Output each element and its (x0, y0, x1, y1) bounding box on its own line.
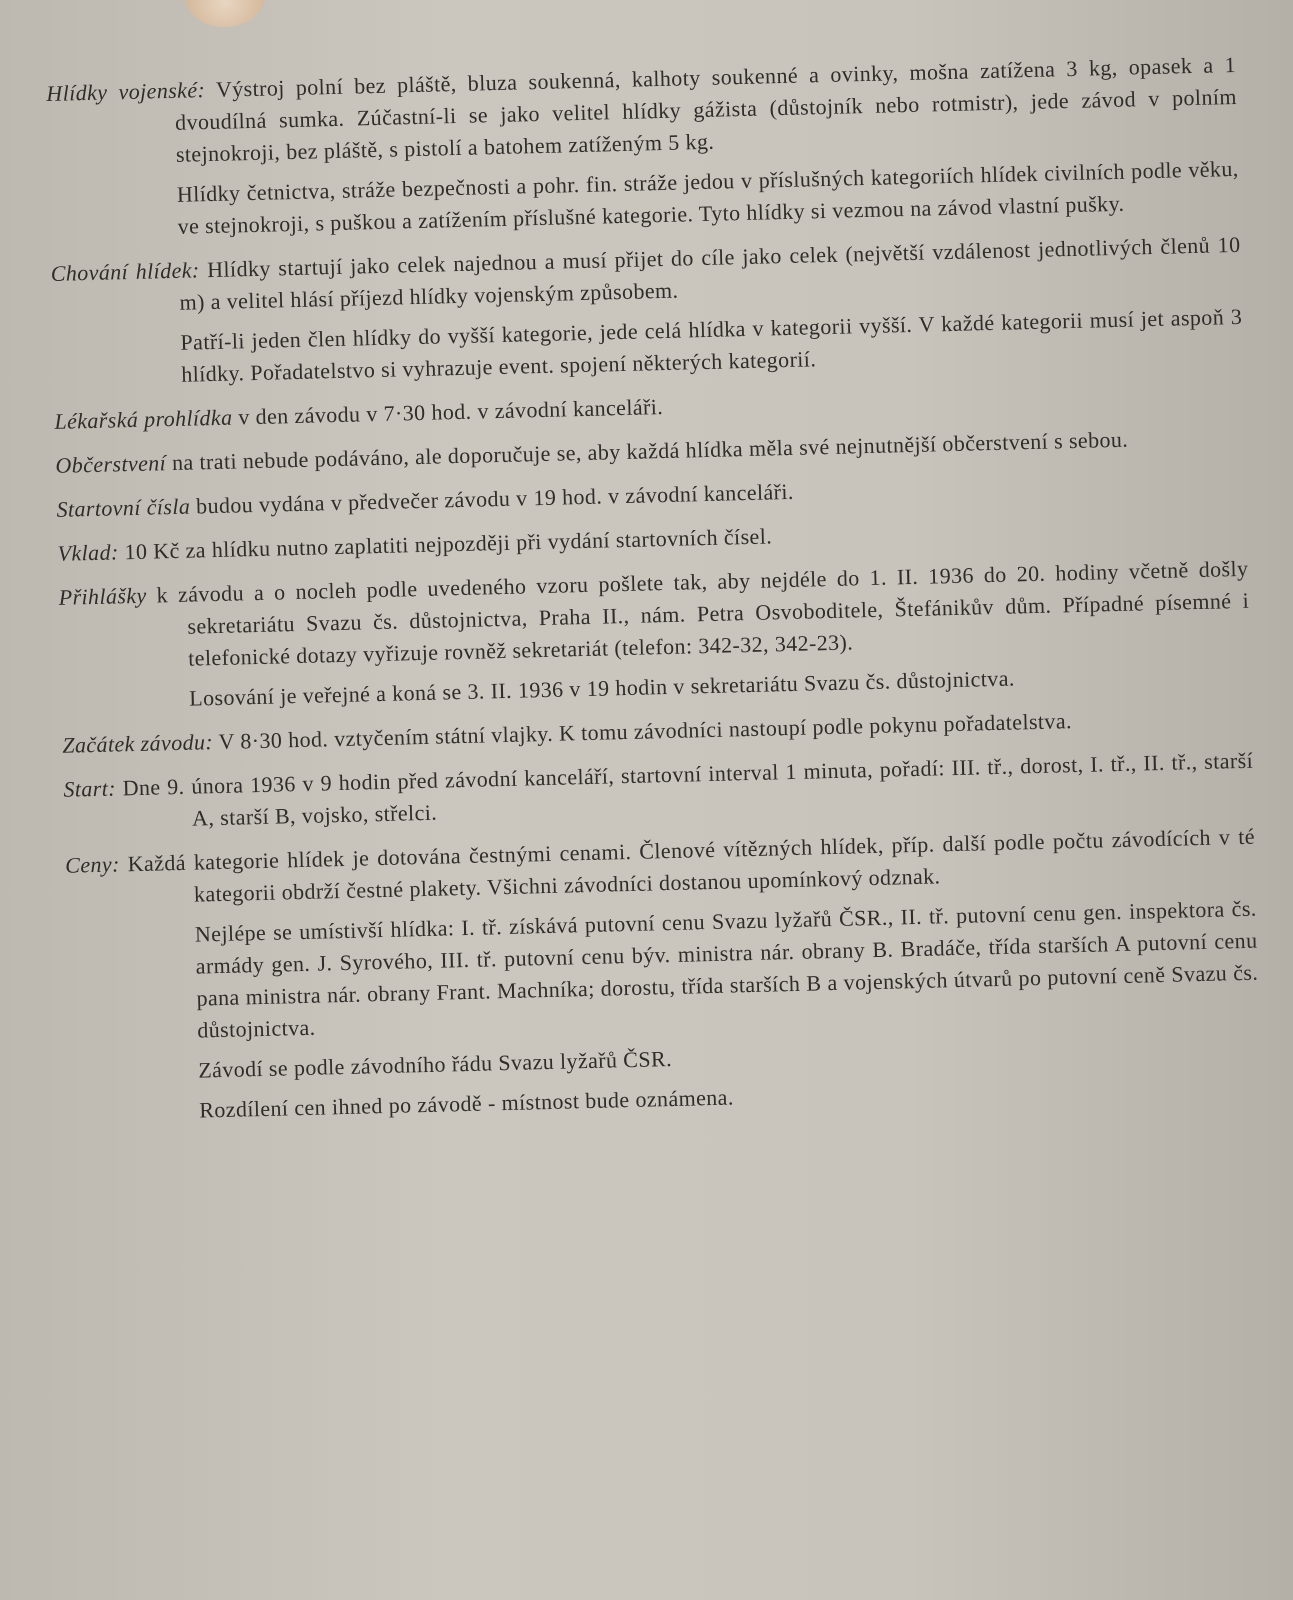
entry-text: budou vydána v předvečer závodu v 19 hod. v závodní kanceláři. (189, 478, 795, 519)
entry-text: v den závodu v 7·30 hod. v závodní kanceláři. (232, 394, 664, 430)
entry-text: Hlídky startují jako celek najednou a musí přijet do cíle jako celek (největší vzdálenost jednotlivých členů 10 m) a velitel hlásí příjezd hlídky vojenským způsobem. (179, 231, 1241, 315)
entry-text: Každá kategorie hlídek je dotována čestnými cenami. Členové vítězných hlídek, příp. další podle počtu závodících v té kategorii obdrží čestné plakety. Všichni závodníci dostanou upomínkový odznak. (119, 823, 1256, 907)
paper-stain (185, 0, 265, 27)
entry-text: V 8·30 hod. vztyčením státní vlajky. K tomu závodníci nastoupí podle pokynu pořadatelstva. (212, 708, 1073, 755)
entry-label: Lékařská prohlídka (54, 404, 233, 434)
entry-label: Hlídky vojenské: (46, 77, 206, 106)
entry-text: Dne 9. února 1936 v 9 hodin před závodní kanceláří, startovní interval 1 minuta, pořadí: III. tř., dorost, I. tř., II. tř., starší A, starší B, vojsko, střelci. (115, 747, 1254, 831)
entry-label: Ceny: (64, 851, 121, 878)
entry-paragraph: Patří-li jeden člen hlídky do vyšší kategorie, jede celá hlídka v kategorii vyšší. V každé kategorii musí jet aspoň 3 hlídky. Pořadatelstvo si vyhrazuje event. spojení některých kategorií. (180, 303, 1243, 387)
entry-label: Chování hlídek: (50, 257, 200, 286)
entry-ceny (65, 821, 1261, 1130)
entry-text: k závodu a o nocleh podle uvedeného vzoru pošlete tak, aby nejdéle do 1. II. 1936 do 20. hodiny včetně došly sekretariátu Svazu čs. důstojnictva, Praha II., nám. Petra Osvoboditele, Štefánikův dům. Případné písemné i telefonické dotazy vyřizuje rovněž sekretariát (telefon: 342-32, 342-23). (146, 555, 1250, 671)
entry-text: 10 Kč za hlídku nutno zaplatiti nejpozději při vydání startovních čísel. (118, 523, 773, 565)
entry-label: Občerstvení (55, 450, 167, 478)
entry-paragraph: Losování je veřejné a koná se 3. II. 1936 v 19 hodin v sekretariátu Svazu čs. důstojnictva. (188, 665, 1016, 711)
entry-label: Start: (63, 775, 117, 802)
entry-hlidky-vojenske (46, 49, 1240, 246)
entry-paragraph: Závodí se podle závodního řádu Svazu lyžařů ČSR. (197, 1046, 673, 1083)
entry-label: Začátek závodu: (62, 729, 214, 758)
entry-text: Výstroj polní bez pláště, bluza soukenná, kalhoty soukenné a ovinky, mošna zatížena 3 kg, opasek a 1 dvoudílná sumka. Zúčastní-li se jako velitel hlídky gážista (důstojník nebo rotmistr), jede závod v polním stejnokroji, bez pláště, s pistolí a batohem zatíženým 5 kg. (174, 51, 1238, 167)
entry-text: na trati nebude podáváno, ale doporučuje se, aby každá hlídka měla své nejnutnější občerstvení s sebou. (165, 426, 1129, 476)
entry-chovani-hlidek (50, 229, 1243, 394)
document-text (46, 49, 1262, 1142)
entry-paragraph: Hlídky četnictva, stráže bezpečnosti a pohr. fin. stráže jedou v příslušných kategoriích hlídek civilních podle věku, ve stejnokroji, s puškou a zatížením příslušné kategorie. Tyto hlídky si vezmou na závod vlastní pušky. (176, 155, 1239, 239)
entry-paragraph: Nejlépe se umístivší hlídka: I. tř. získává putovní cenu Svazu lyžařů ČSR., II. tř. putovní cenu gen. inspektora čs. armády gen. J. Syrového, III. tř. putovní cenu býv. ministra nár. obrany B. Bradáče, třída starších A putovní cenu pana ministra nár. obrany Frant. Machníka; dorostu, třída starších B a vojenských útvarů po putovní ceně Svazu čs. důstojnictva. (194, 895, 1259, 1043)
entry-label: Startovní čísla (56, 493, 191, 522)
entry-label: Vklad: (57, 539, 119, 566)
entry-prihlasky (58, 553, 1251, 718)
entry-label: Přihlášky (58, 582, 147, 610)
entry-start (63, 745, 1254, 838)
entry-paragraph: Rozdílení cen ihned po závodě - místnost bude oznámena. (198, 1084, 734, 1123)
